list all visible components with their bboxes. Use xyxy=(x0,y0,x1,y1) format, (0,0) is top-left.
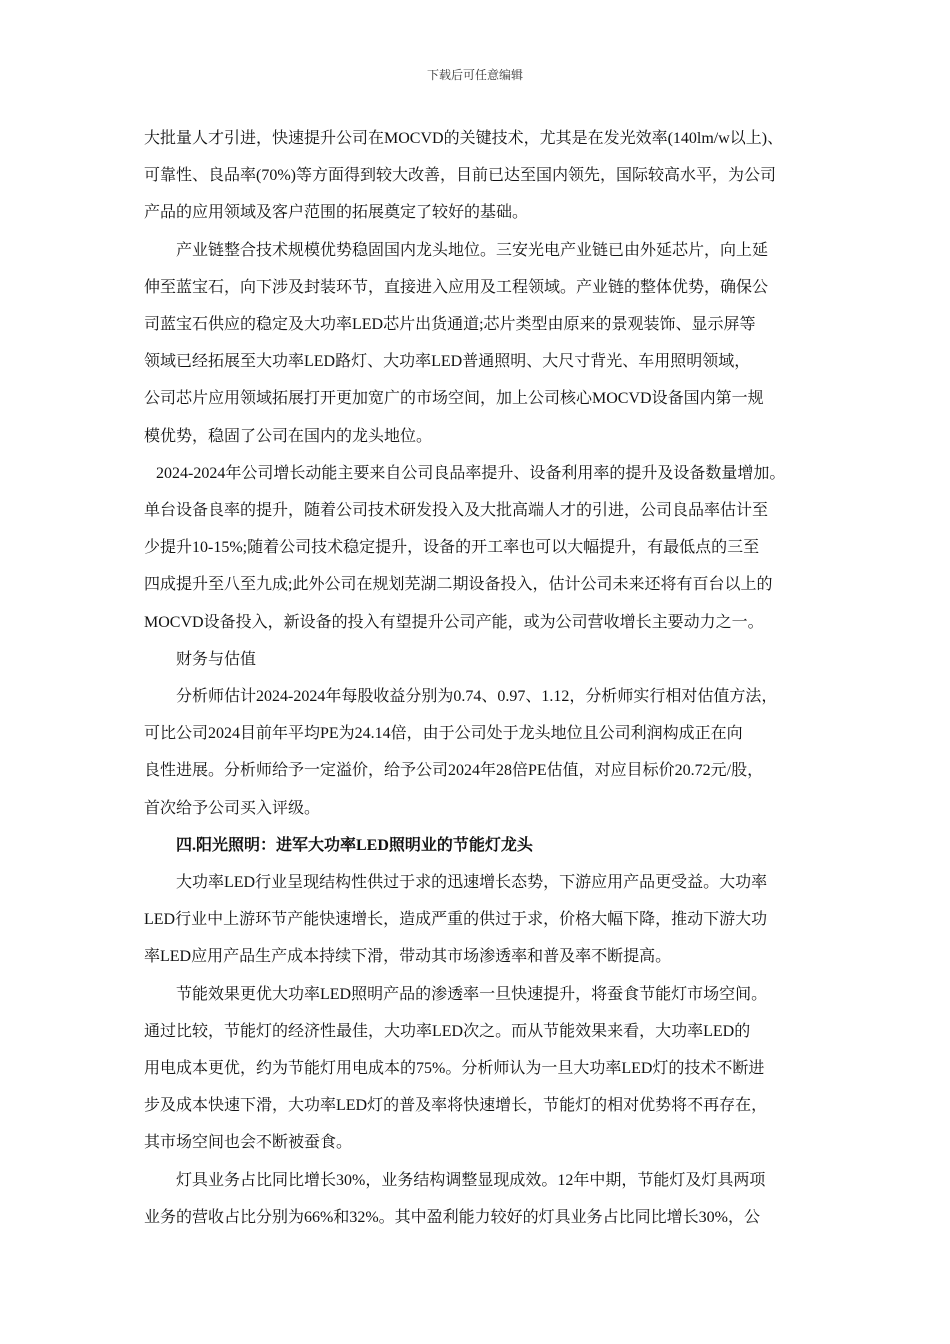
text-line: 率LED应用产品生产成本持续下滑，带动其市场渗透率和普及率不断提高。 xyxy=(144,948,672,966)
paragraph xyxy=(144,641,824,678)
paragraph xyxy=(144,455,824,641)
text-line: 节能效果更优大功率LED照明产品的渗透率一旦快速提升，将蚕食节能灯市场空间。 xyxy=(176,985,768,1003)
paragraph xyxy=(144,678,824,827)
text-line: 大功率LED行业呈现结构性供过于求的迅速增长态势，下游应用产品更受益。大功率 xyxy=(176,874,768,892)
text-line: 用电成本更优，约为节能灯用电成本的75%。分析师认为一旦大功率LED灯的技术不断进 xyxy=(144,1060,765,1078)
text-line: 少提升10-15%;随着公司技术稳定提升，设备的开工率也可以大幅提升，有最低点的三至 xyxy=(144,539,760,557)
text-line: 通过比较，节能灯的经济性最佳，大功率LED次之。而从节能效果来看，大功率LED的 xyxy=(144,1022,751,1040)
document-body xyxy=(144,120,824,1236)
text-line: 四.阳光照明：进军大功率LED照明业的节能灯龙头 xyxy=(176,836,533,854)
text-line: 良性进展。分析师给予一定溢价，给予公司2024年28倍PE估值，对应目标价20.72元/股， xyxy=(144,762,764,780)
text-line: 伸至蓝宝石，向下涉及封装环节，直接进入应用及工程领域。产业链的整体优势，确保公 xyxy=(144,278,769,296)
paragraph xyxy=(144,864,824,976)
text-line: 产业链整合技术规模优势稳固国内龙头地位。三安光电产业链已由外延芯片，向上延 xyxy=(176,241,769,259)
text-line: 其市场空间也会不断被蚕食。 xyxy=(144,1134,353,1152)
paragraph xyxy=(144,1162,824,1236)
text-line: 分析师估计2024-2024年每股收益分别为0.74、0.97、1.12，分析师实行相对估值方法， xyxy=(176,688,778,706)
text-line: 大批量人才引进，快速提升公司在MOCVD的关键技术，尤其是在发光效率(140lm/w以上)、 xyxy=(144,130,784,147)
text-line: 可靠性、良品率(70%)等方面得到较大改善，目前已达至国内领先，国际较高水平，为公司 xyxy=(144,167,776,185)
text-line: 四成提升至八至九成;此外公司在规划芜湖二期设备投入，估计公司未来还将有百台以上的 xyxy=(144,576,773,594)
text-line: 公司芯片应用领域拓展打开更加宽广的市场空间，加上公司核心MOCVD设备国内第一规 xyxy=(144,390,764,408)
page-header-note: 下载后可任意编辑 xyxy=(426,68,523,82)
text-line: MOCVD设备投入，新设备的投入有望提升公司产能，或为公司营收增长主要动力之一。 xyxy=(144,613,764,631)
text-line: 模优势，稳固了公司在国内的龙头地位。 xyxy=(144,427,433,445)
text-line: 单台设备良率的提升，随着公司技术研发投入及大批高端人才的引进，公司良品率估计至 xyxy=(144,502,769,520)
text-line: LED行业中上游环节产能快速增长，造成严重的供过于求，价格大幅下降，推动下游大功 xyxy=(144,911,768,929)
paragraph xyxy=(144,120,824,232)
text-line: 司蓝宝石供应的稳定及大功率LED芯片出货通道;芯片类型由原来的景观装饰、显示屏等 xyxy=(144,316,756,334)
text-line: 步及成本快速下滑，大功率LED灯的普及率将快速增长，节能灯的相对优势将不再存在， xyxy=(144,1097,768,1115)
paragraph xyxy=(144,976,824,1162)
text-line: 领域已经拓展至大功率LED路灯、大功率LED普通照明、大尺寸背光、车用照明领域， xyxy=(144,353,751,371)
paragraph xyxy=(144,232,824,455)
text-line: 业务的营收占比分别为66%和32%。其中盈利能力较好的灯具业务占比同比增长30%，公 xyxy=(144,1208,760,1226)
text-line: 产品的应用领域及客户范围的拓展奠定了较好的基础。 xyxy=(144,204,529,222)
text-line: 2024-2024年公司增长动能主要来自公司良品率提升、设备利用率的提升及设备数量增加。 xyxy=(156,464,786,482)
text-line: 财务与估值 xyxy=(176,650,257,668)
section-heading xyxy=(144,827,824,864)
text-line: 灯具业务占比同比增长30%，业务结构调整显现成效。12年中期，节能灯及灯具两项 xyxy=(176,1171,766,1189)
text-line: 可比公司2024目前年平均PE为24.14倍，由于公司处于龙头地位且公司利润构成正在向 xyxy=(144,725,743,743)
text-line: 首次给予公司买入评级。 xyxy=(144,799,321,817)
